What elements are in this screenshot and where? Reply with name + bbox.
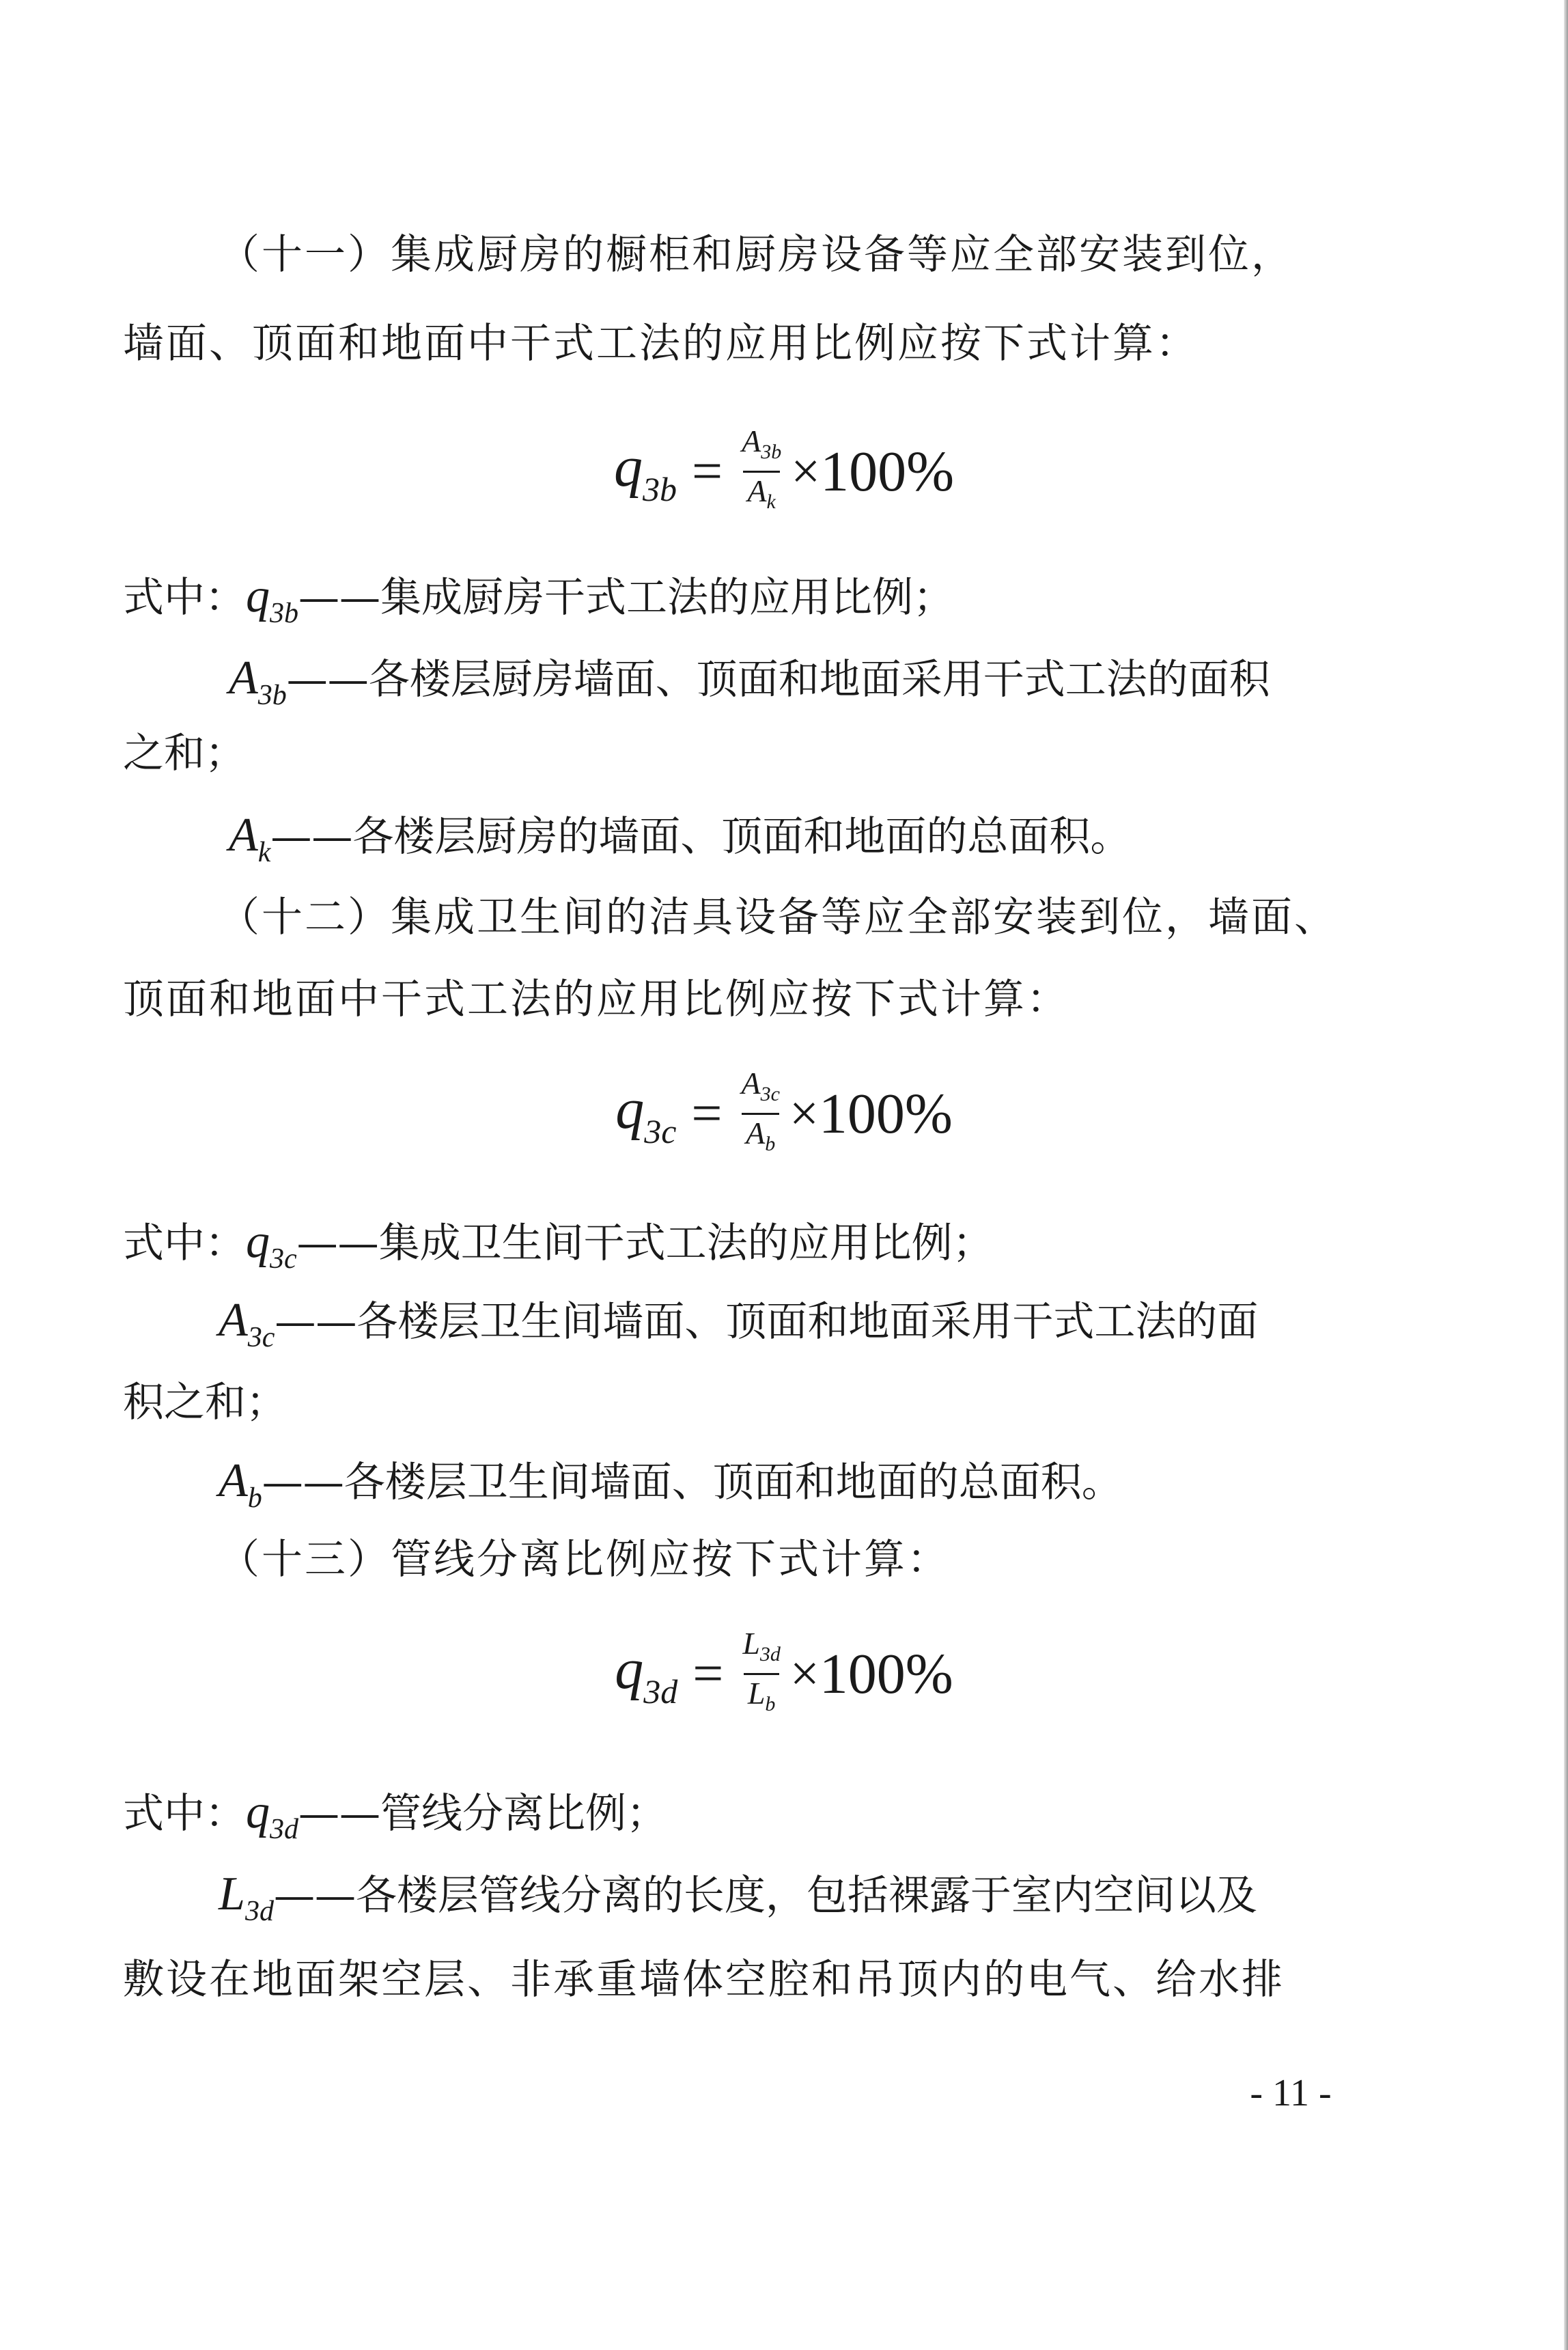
sec11-line2: 墙面、顶面和地面中干式工法的应用比例应按下式计算：	[123, 320, 1199, 368]
def-L3d: $L_{3d}——$各楼层管线分离的长度，包括裸露于室内空间以及	[219, 1868, 1257, 1927]
formula-q3b: $q_{3b}$ = $\frac{A_{3b}}{A_k}$ × 100%	[0, 420, 1568, 523]
def-q3c: 式中：$q_{3c}——$集成卫生间干式工法的应用比例；	[123, 1215, 994, 1275]
page-number: - 11 -	[1250, 2072, 1332, 2114]
def-q3b: 式中：$q_{3b}——$集成厨房干式工法的应用比例；	[123, 570, 954, 629]
sec12-line1: （十二）集成卫生间的洁具设备等应全部安装到位，墙面、	[219, 894, 1337, 941]
def-Ab: $A_b——$各楼层卫生间墙面、顶面和地面的总面积。	[219, 1454, 1123, 1514]
scan-edge	[1564, 0, 1568, 2350]
sec13-line1: （十三）管线分离比例应按下式计算：	[219, 1536, 950, 1584]
sec11-line1: （十一）集成厨房的橱柜和厨房设备等应全部安装到位，	[219, 231, 1294, 279]
sec12-line2: 顶面和地面中干式工法的应用比例应按下式计算：	[123, 976, 1069, 1023]
def-A3c-cont: 积之和；	[123, 1379, 287, 1426]
formula-q3c: $q_{3c}$ = $\frac{A_{3c}}{A_b}$ × 100%	[0, 1062, 1568, 1165]
def-L3d-cont: 敷设在地面架空层、非承重墙体空腔和吊顶内的电气、给水排	[123, 1956, 1285, 2004]
def-A3c: $A_{3c}——$各楼层卫生间墙面、顶面和地面采用干式工法的面	[219, 1294, 1259, 1353]
formula-q3d: $q_{3d}$ = $\frac{L_{3d}}{L_b}$ × 100%	[0, 1622, 1568, 1725]
def-Ak: $A_k——$各楼层厨房的墙面、顶面和地面的总面积。	[229, 809, 1132, 868]
def-A3b-cont: 之和；	[123, 730, 246, 777]
def-A3b: $A_{3b}——$各楼层厨房墙面、顶面和地面采用干式工法的面积	[229, 652, 1270, 711]
def-q3d: 式中：$q_{3d}——$管线分离比例；	[123, 1786, 667, 1845]
